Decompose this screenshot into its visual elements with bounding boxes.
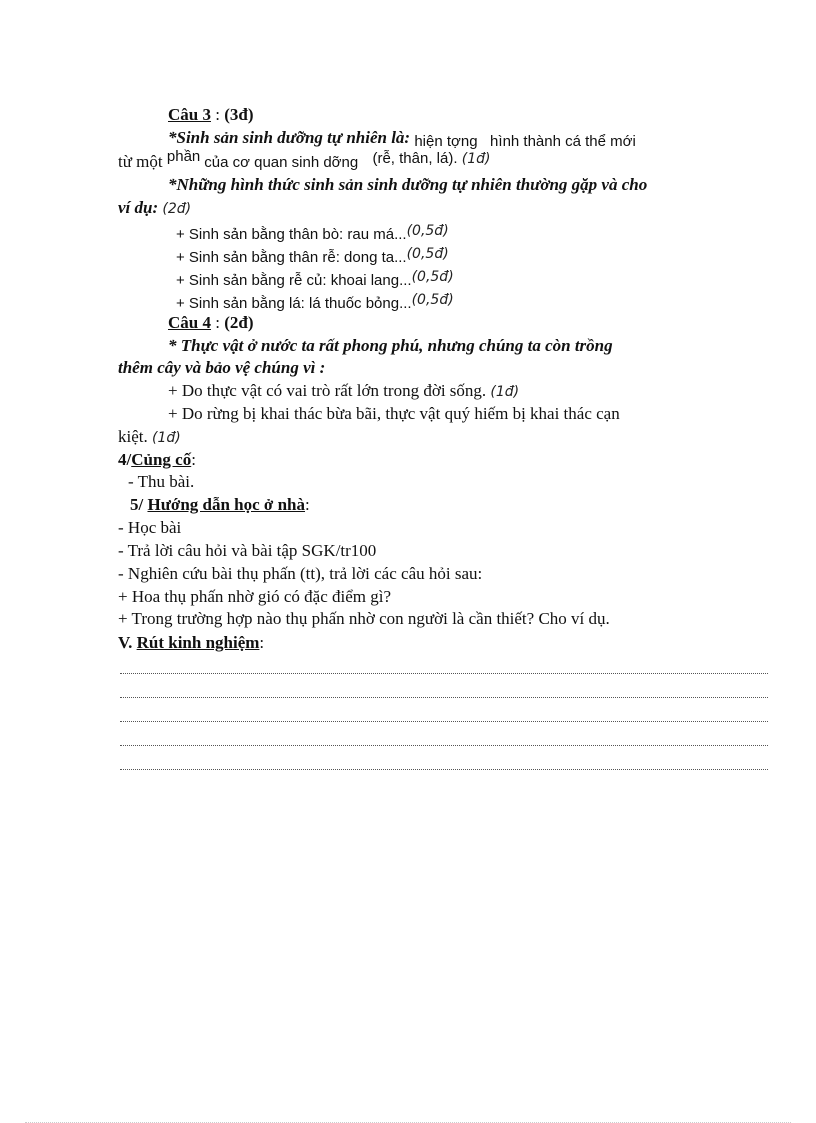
- cau4-question-line1: [168, 336, 613, 356]
- cau4-question-line2: [118, 358, 325, 378]
- dotted-line: [120, 721, 768, 722]
- section4-colon: :: [191, 450, 196, 469]
- cau3-item-note: (0,5đ): [406, 223, 449, 239]
- cau4-answer2-line1: [168, 404, 620, 424]
- cau3-item: [176, 247, 449, 268]
- cau4-title: Câu 4: [168, 313, 211, 332]
- cau3-definition-text1: hiện tợng hình thành cá thể mới: [414, 133, 636, 150]
- cau3-definition-label: *Sinh sản sinh dưỡng tự nhiên là:: [168, 128, 411, 147]
- section5-item: [118, 518, 181, 538]
- cau4-answer2-note: (1đ): [152, 430, 181, 446]
- cau3-item-text: + Sinh sản bằng lá: lá thuốc bỏng...: [176, 295, 412, 312]
- cau3-forms-label-line2: [118, 198, 191, 219]
- cau3-item-text: + Sinh sản bằng thân rễ: dong ta...: [176, 249, 407, 266]
- dotted-line: [120, 673, 768, 674]
- cau3-definition-note: (1đ): [461, 151, 491, 167]
- cau4-sep: :: [210, 313, 225, 332]
- cau3-item-text: + Sinh sản bằng thân bò: rau má...: [176, 226, 407, 243]
- section4-item: [128, 472, 194, 492]
- section5-item-text: - Trả lời câu hỏi và bài tập SGK/tr100: [118, 541, 377, 560]
- cau3-forms-note: (2đ): [162, 201, 192, 217]
- cau4-answer2-line2: [118, 427, 181, 448]
- sectionV-number: V.: [118, 633, 137, 652]
- sectionV-colon: :: [259, 633, 265, 652]
- cau3-definition-text2b: phần: [166, 148, 201, 165]
- cau4-answer2b: kiệt.: [118, 427, 148, 446]
- cau3-item-note: (0,5đ): [411, 269, 454, 285]
- section4-item-text: - Thu bài.: [128, 472, 195, 491]
- cau3-definition-line1: [168, 128, 636, 149]
- sectionV-title: Rút kinh nghiệm: [136, 633, 260, 652]
- cau4-answer2a: + Do rừng bị khai thác bừa bãi, thực vật quý hiếm bị khai thác cạn: [168, 404, 620, 423]
- sectionV-heading: [118, 633, 264, 653]
- cau3-item: [176, 293, 454, 314]
- cau3-forms-label-line1: [168, 175, 647, 195]
- cau3-sep: :: [210, 105, 225, 124]
- cau3-heading: [168, 105, 254, 125]
- cau3-forms-label2: ví dụ:: [118, 198, 159, 217]
- cau3-item: [176, 270, 454, 291]
- cau3-forms-label1: *Những hình thức sinh sản sinh dưỡng tự nhiên thường gặp và cho: [168, 175, 648, 194]
- cau3-definition-text2a: từ một: [118, 152, 163, 171]
- cau3-definition-text2c: của cơ quan sinh dỡng: [204, 154, 359, 171]
- dotted-line: [120, 697, 768, 698]
- cau4-answer1: [168, 381, 519, 402]
- cau3-definition-line2: [118, 148, 491, 173]
- section5-item: [118, 609, 610, 629]
- cau4-question1: * Thực vật ở nước ta rất phong phú, nhưng chúng ta còn trồng: [168, 336, 613, 355]
- section5-item: [118, 564, 482, 584]
- section5-item-text: - Nghiên cứu bài thụ phấn (tt), trả lời các câu hỏi sau:: [118, 564, 483, 583]
- section5-item: [118, 587, 391, 607]
- dotted-line: [120, 769, 768, 770]
- cau3-item: [176, 224, 449, 245]
- cau4-question2: thêm cây và bảo vệ chúng vì :: [118, 358, 326, 377]
- section5-number: 5/: [130, 495, 148, 514]
- cau3-item-note: (0,5đ): [411, 292, 454, 308]
- cau4-answer1-note: (1đ): [490, 384, 520, 400]
- section5-title: Hướng dẫn học ở nhà: [147, 495, 306, 514]
- section5-colon: :: [305, 495, 310, 514]
- section4-number: 4/: [118, 450, 132, 469]
- cau3-item-text: + Sinh sản bằng rễ củ: khoai lang...: [176, 272, 412, 289]
- section5-item: [118, 541, 376, 561]
- cau3-item-note: (0,5đ): [406, 246, 449, 262]
- cau4-score: (2đ): [224, 313, 254, 332]
- section5-heading: [130, 495, 310, 515]
- cau4-answer1-text: + Do thực vật có vai trò rất lớn trong đời sống.: [168, 381, 487, 400]
- cau4-heading: [168, 313, 254, 333]
- dotted-line: [120, 745, 768, 746]
- section4-heading: [118, 450, 196, 470]
- section5-item-text: - Học bài: [118, 518, 182, 537]
- section5-item-text: + Hoa thụ phấn nhờ gió có đặc điểm gì?: [118, 587, 392, 606]
- section5-item-text: + Trong trường hợp nào thụ phấn nhờ con người là cần thiết? Cho ví dụ.: [118, 609, 610, 628]
- cau3-score: (3đ): [224, 105, 254, 124]
- section4-title: Củng cố: [131, 450, 192, 469]
- cau3-definition-text2d: (rễ, thân, lá).: [372, 150, 458, 167]
- cau3-title: Câu 3: [168, 105, 211, 124]
